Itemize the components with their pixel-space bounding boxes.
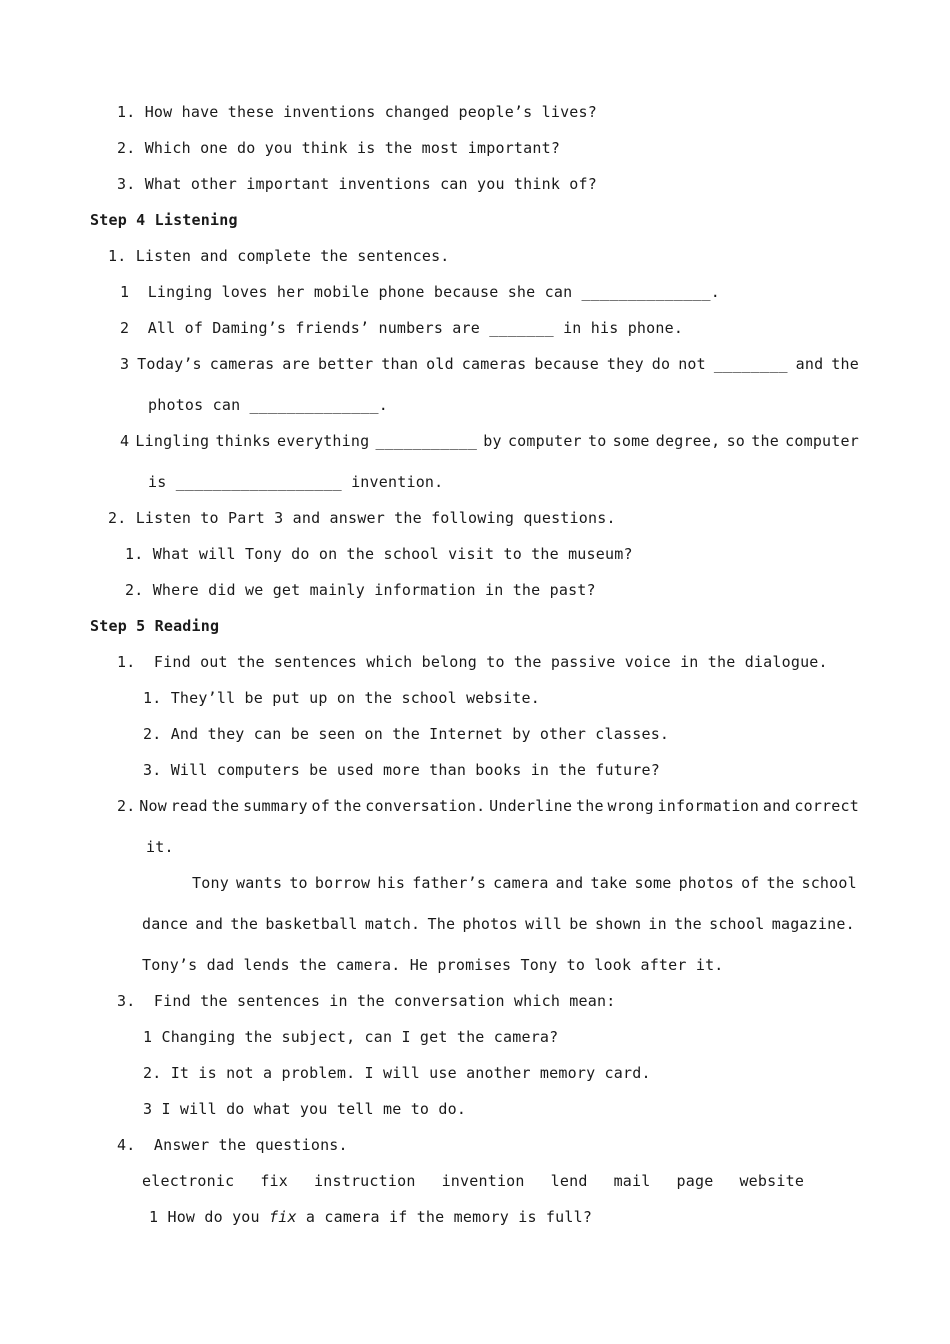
word: information bbox=[657, 797, 760, 815]
word: and bbox=[762, 797, 791, 815]
word: wants bbox=[236, 874, 283, 892]
word: and bbox=[195, 915, 224, 933]
word: everything bbox=[277, 432, 370, 450]
word: in bbox=[648, 915, 667, 933]
word: so bbox=[726, 432, 746, 450]
word: photos bbox=[678, 874, 734, 892]
step4-question-2: 2. Where did we get mainly information in the past? bbox=[125, 581, 596, 599]
word: school bbox=[709, 915, 765, 933]
word: degree, bbox=[655, 432, 721, 450]
word: they bbox=[606, 355, 644, 373]
discussion-question-1: 1. How have these inventions changed people’s lives? bbox=[117, 103, 597, 121]
word: the bbox=[831, 355, 859, 373]
summary-line-1 bbox=[192, 873, 857, 893]
word: computer bbox=[507, 432, 582, 450]
word: magazine. bbox=[771, 915, 855, 933]
summary-line-2 bbox=[142, 914, 855, 934]
question-1-suffix: a camera if the memory is full? bbox=[296, 1208, 593, 1226]
word: by bbox=[483, 432, 502, 450]
word: The bbox=[427, 915, 456, 933]
step5-task-4: 4. Answer the questions. bbox=[117, 1136, 348, 1154]
word: than bbox=[381, 355, 419, 373]
word: the bbox=[333, 797, 362, 815]
word: Lingling bbox=[135, 432, 210, 450]
word: take bbox=[590, 874, 628, 892]
word: cameras bbox=[209, 355, 275, 373]
word-bank-item: invention bbox=[441, 1172, 525, 1190]
word: some bbox=[612, 432, 650, 450]
word-bank-item: website bbox=[739, 1172, 805, 1190]
word-bank-item: mail bbox=[613, 1172, 651, 1190]
word: old bbox=[426, 355, 454, 373]
word: his bbox=[377, 874, 406, 892]
word: and bbox=[795, 355, 824, 373]
word: school bbox=[801, 874, 857, 892]
word: are bbox=[282, 355, 310, 373]
step4-sentence-4-cont: is __________________ invention. bbox=[148, 473, 444, 491]
word: conversation. bbox=[365, 797, 486, 815]
word: Now bbox=[139, 797, 167, 815]
word: Underline bbox=[489, 797, 573, 815]
word: father’s bbox=[412, 874, 487, 892]
step4-task-1: 1. Listen and complete the sentences. bbox=[108, 247, 450, 265]
word: of bbox=[311, 797, 330, 815]
word: will bbox=[525, 915, 563, 933]
step4-sentence-2: 2 All of Daming’s friends’ numbers are _______ in his phone. bbox=[120, 319, 684, 337]
word: not bbox=[678, 355, 706, 373]
word: 3 bbox=[120, 355, 130, 373]
word: Today’s bbox=[137, 355, 202, 373]
word: read bbox=[170, 797, 208, 815]
word: wrong bbox=[607, 797, 654, 815]
step5-task-3-sentence-2: 2. It is not a problem. I will use another memory card. bbox=[143, 1064, 651, 1082]
step4-sentence-3-cont: photos can ______________. bbox=[148, 396, 388, 414]
step4-sentence-3 bbox=[120, 354, 859, 374]
step5-task-3-sentence-1: 1 Changing the subject, can I get the camera? bbox=[143, 1028, 559, 1046]
word: shown bbox=[595, 915, 642, 933]
step4-task-2: 2. Listen to Part 3 and answer the following questions. bbox=[108, 509, 616, 527]
word: cameras bbox=[461, 355, 527, 373]
word-bank-item: lend bbox=[550, 1172, 588, 1190]
step5-task-1-sentence-1: 1. They’ll be put up on the school website. bbox=[143, 689, 540, 707]
step5-task-3-sentence-3: 3 I will do what you tell me to do. bbox=[143, 1100, 467, 1118]
word: to bbox=[587, 432, 607, 450]
word-bank-item: instruction bbox=[314, 1172, 416, 1190]
question-1-keyword: fix bbox=[269, 1208, 297, 1226]
word: photos bbox=[462, 915, 518, 933]
step4-question-1: 1. What will Tony do on the school visit to the museum? bbox=[125, 545, 633, 563]
word: the bbox=[211, 797, 240, 815]
word: 2. bbox=[117, 797, 136, 815]
word: basketball bbox=[265, 915, 358, 933]
word: the bbox=[576, 797, 604, 815]
step5-task-1-sentence-2: 2. And they can be seen on the Internet by other classes. bbox=[143, 725, 670, 743]
word-bank-item: electronic bbox=[142, 1172, 235, 1190]
word: dance bbox=[142, 915, 189, 933]
step5-task-2 bbox=[117, 796, 859, 816]
word: ___________ bbox=[375, 432, 478, 450]
summary-line-3: Tony’s dad lends the camera. He promises Tony to look after it. bbox=[142, 956, 724, 974]
word: ________ bbox=[713, 355, 788, 373]
word: correct bbox=[794, 797, 859, 815]
step4-sentence-4 bbox=[120, 431, 859, 451]
discussion-question-3: 3. What other important inventions can you think of? bbox=[117, 175, 597, 193]
word: to bbox=[289, 874, 308, 892]
word: some bbox=[634, 874, 672, 892]
word: and bbox=[555, 874, 584, 892]
discussion-question-2: 2. Which one do you think is the most important? bbox=[117, 139, 561, 157]
step5-task-1: 1. Find out the sentences which belong to the passive voice in the dialogue. bbox=[117, 653, 828, 671]
word-bank-item: page bbox=[676, 1172, 714, 1190]
word: thinks bbox=[215, 432, 271, 450]
word: summary bbox=[243, 797, 308, 815]
step5-task-1-sentence-3: 3. Will computers be used more than books in the future? bbox=[143, 761, 660, 779]
word: camera bbox=[493, 874, 549, 892]
word: be bbox=[569, 915, 588, 933]
step5-heading: Step 5 Reading bbox=[90, 617, 220, 635]
word: of bbox=[741, 874, 760, 892]
step4-heading: Step 4 Listening bbox=[90, 211, 238, 229]
step5-task-2-cont: it. bbox=[146, 838, 174, 856]
question-1-prefix: 1 How do you bbox=[149, 1208, 269, 1226]
word-bank bbox=[142, 1171, 804, 1191]
word: the bbox=[674, 915, 702, 933]
word: better bbox=[317, 355, 374, 373]
word: 4 bbox=[120, 432, 130, 450]
word-bank-item: fix bbox=[260, 1172, 289, 1190]
step4-sentence-1: 1 Linging loves her mobile phone because she can ______________. bbox=[120, 283, 720, 301]
word: match. bbox=[364, 915, 421, 933]
word: the bbox=[230, 915, 259, 933]
word: the bbox=[766, 874, 795, 892]
step5-task-3: 3. Find the sentences in the conversation which mean: bbox=[117, 992, 616, 1010]
word: computer bbox=[785, 432, 859, 450]
word: because bbox=[534, 355, 599, 373]
word: Tony bbox=[192, 874, 229, 892]
step5-task-4-question-1 bbox=[149, 1207, 592, 1227]
word: borrow bbox=[314, 874, 371, 892]
word: do bbox=[651, 355, 671, 373]
word: the bbox=[751, 432, 779, 450]
